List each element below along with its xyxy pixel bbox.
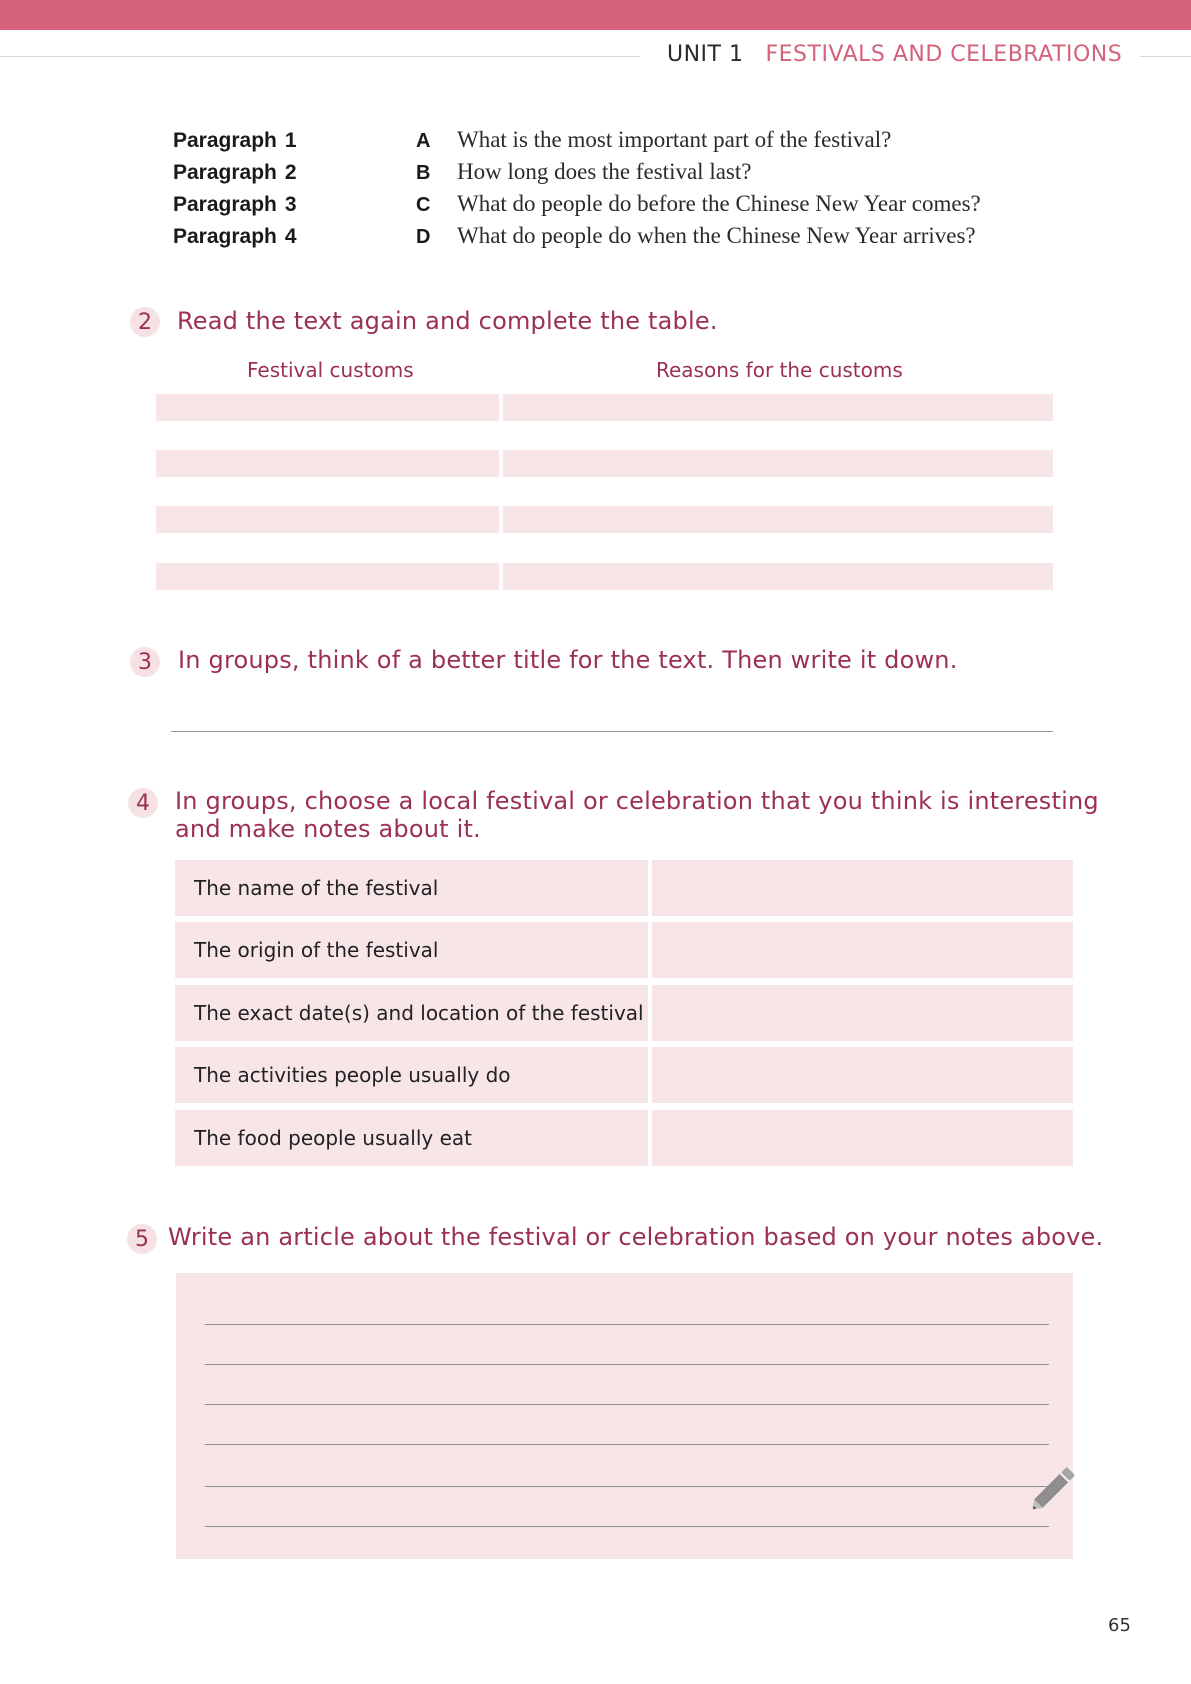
option-letter: A — [416, 130, 431, 152]
writing-line — [205, 1526, 1049, 1527]
paragraph-label: Paragraph 4 — [173, 225, 297, 248]
notes-input-cell[interactable] — [652, 1047, 1073, 1103]
notes-row — [175, 860, 1073, 916]
unit-label: UNIT 1 — [667, 42, 744, 67]
task-number-badge: 4 — [128, 788, 158, 818]
header-rule-right — [1140, 56, 1191, 57]
option-letter: C — [416, 194, 431, 216]
column-header-reasons: Reasons for the customs — [656, 358, 903, 382]
notes-input-cell[interactable] — [652, 922, 1073, 978]
header-rule-left — [0, 56, 640, 57]
paragraph-label: Paragraph 2 — [173, 161, 297, 184]
reasons-input-cell[interactable] — [503, 563, 1053, 590]
task-number-badge: 3 — [130, 647, 160, 677]
top-color-bar — [0, 0, 1191, 30]
option-letter: B — [416, 162, 431, 184]
notes-label: The activities people usually do — [175, 1047, 648, 1103]
writing-line — [205, 1404, 1049, 1405]
option-letter: D — [416, 226, 431, 248]
reasons-input-cell[interactable] — [503, 450, 1053, 477]
customs-input-cell[interactable] — [156, 450, 499, 477]
page-number: 65 — [1108, 1615, 1131, 1636]
task-instruction-line2: and make notes about it. — [175, 815, 481, 843]
task-number-badge: 5 — [127, 1224, 157, 1254]
paragraph-label: Paragraph 1 — [173, 129, 297, 152]
task-instruction: Write an article about the festival or celebration based on your notes above. — [168, 1223, 1104, 1251]
option-question: How long does the festival last? — [457, 159, 752, 184]
writing-line — [205, 1364, 1049, 1365]
column-header-customs: Festival customs — [247, 358, 414, 382]
notes-row — [175, 985, 1073, 1041]
unit-title: FESTIVALS AND CELEBRATIONS — [765, 42, 1123, 67]
pencil-icon — [1024, 1458, 1084, 1518]
customs-input-cell[interactable] — [156, 394, 499, 421]
notes-label: The name of the festival — [175, 860, 648, 916]
option-question: What do people do before the Chinese New Year comes? — [457, 191, 981, 216]
notes-row — [175, 922, 1073, 978]
writing-line — [205, 1324, 1049, 1325]
title-answer-line[interactable] — [171, 731, 1053, 732]
paragraph-label: Paragraph 3 — [173, 193, 297, 216]
option-question: What do people do when the Chinese New Year arrives? — [457, 223, 976, 248]
running-header — [667, 42, 1122, 67]
notes-row — [175, 1110, 1073, 1166]
article-writing-area[interactable] — [176, 1273, 1073, 1559]
notes-input-cell[interactable] — [652, 860, 1073, 916]
reasons-input-cell[interactable] — [503, 394, 1053, 421]
notes-label: The food people usually eat — [175, 1110, 648, 1166]
notes-input-cell[interactable] — [652, 1110, 1073, 1166]
reasons-input-cell[interactable] — [503, 506, 1053, 533]
task-number-badge: 2 — [130, 307, 160, 337]
notes-input-cell[interactable] — [652, 985, 1073, 1041]
option-question: What is the most important part of the festival? — [457, 127, 892, 152]
notes-row — [175, 1047, 1073, 1103]
customs-input-cell[interactable] — [156, 506, 499, 533]
task-instruction: In groups, think of a better title for the text. Then write it down. — [178, 646, 958, 674]
writing-line — [205, 1486, 1049, 1487]
task-instruction: Read the text again and complete the table. — [177, 307, 718, 335]
task-instruction-line1: In groups, choose a local festival or celebration that you think is interesting — [175, 787, 1099, 815]
notes-label: The exact date(s) and location of the festival — [175, 985, 648, 1041]
notes-label: The origin of the festival — [175, 922, 648, 978]
writing-line — [205, 1444, 1049, 1445]
customs-input-cell[interactable] — [156, 563, 499, 590]
